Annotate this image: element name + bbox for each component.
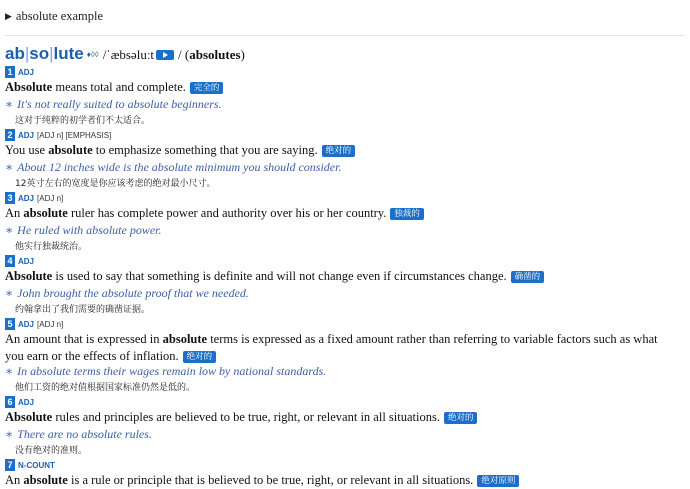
translation-badge: 绝对的 xyxy=(444,412,478,424)
part-of-speech: ADJ xyxy=(18,257,35,266)
example-translation: 这对于纯粹的初学者们不太适合。 xyxy=(15,116,151,126)
translation-badge: 确凿的 xyxy=(511,271,545,283)
definition xyxy=(5,268,675,285)
example-text: In absolute terms their wages remain low by national standards. xyxy=(17,364,327,378)
translation-badge: 独裁的 xyxy=(390,208,424,220)
example-sentence xyxy=(5,223,161,238)
headword-mention: Absolute xyxy=(5,80,53,94)
definition-text: An amount that is expressed in xyxy=(5,332,163,346)
translation-badge: 绝对的 xyxy=(322,145,356,157)
example-bullet-icon: ∗ xyxy=(5,364,14,378)
definition-text: An xyxy=(5,473,24,487)
sense-number: 2 xyxy=(5,129,15,141)
definition-text: You use xyxy=(5,143,49,157)
example-text: It's not really suited to absolute beginners. xyxy=(17,97,222,111)
sense-header xyxy=(5,459,55,471)
definition-text: means total and complete. xyxy=(52,80,186,94)
example-translation: 没有绝对的准则。 xyxy=(15,446,88,456)
definition-text: rules and principles are believed to be true, right, or relevant in all situations. xyxy=(52,410,440,424)
example-translation: 他实行独裁统治。 xyxy=(15,242,88,252)
example-bullet-icon: ∗ xyxy=(5,427,14,441)
headword-mention: Absolute xyxy=(5,410,53,424)
example-sentence xyxy=(5,97,222,112)
part-of-speech: ADJ xyxy=(18,68,35,77)
example-text: There are no absolute rules. xyxy=(17,427,152,441)
sense-number: 5 xyxy=(5,318,15,330)
entry-headline xyxy=(5,44,245,64)
sense-header xyxy=(5,192,63,204)
definition xyxy=(5,409,675,426)
part-of-speech: ADJ xyxy=(18,194,35,203)
part-of-speech: N-COUNT xyxy=(18,461,55,470)
headword-mention: absolute xyxy=(23,206,68,220)
sense-number: 3 xyxy=(5,192,15,204)
definition-text: to emphasize something that you are saying. xyxy=(92,143,318,157)
translation-badge: 绝对原则 xyxy=(477,475,519,487)
definition-text: An xyxy=(5,206,24,220)
example-translation: 约翰拿出了我们需要的确凿证据。 xyxy=(15,305,151,315)
triangle-right-icon: ▶ xyxy=(5,11,12,21)
translation-badge: 完全的 xyxy=(190,82,224,94)
headword-mention: Absolute xyxy=(5,269,53,283)
translation-badge: 绝对的 xyxy=(183,351,217,363)
part-of-speech: ADJ xyxy=(18,320,35,329)
headword-mention: absolute xyxy=(23,473,68,487)
sense-header xyxy=(5,66,34,78)
sense-header xyxy=(5,129,111,141)
example-translation: 他们工资的绝对值根据国家标准仍然是低的。 xyxy=(15,383,196,393)
part-of-speech: ADJ xyxy=(18,131,35,140)
example-toggle[interactable] xyxy=(5,9,103,24)
grammar-note: [ADJ n] xyxy=(37,194,64,203)
sense-number: 6 xyxy=(5,396,15,408)
example-bullet-icon: ∗ xyxy=(5,286,14,300)
example-bullet-icon: ∗ xyxy=(5,97,14,111)
example-bullet-icon: ∗ xyxy=(5,223,14,237)
sense-header xyxy=(5,255,34,267)
definition xyxy=(5,472,675,489)
example-translation: 12英寸左右的宽度是你应该考虑的绝对最小尺寸。 xyxy=(15,179,216,189)
sense-header xyxy=(5,318,63,330)
headword-mention: absolute xyxy=(162,332,208,346)
example-bullet-icon: ∗ xyxy=(5,160,14,174)
part-of-speech: ADJ xyxy=(18,398,35,407)
sense-number: 1 xyxy=(5,66,15,78)
example-sentence xyxy=(5,286,249,301)
example-sentence xyxy=(5,364,326,379)
definition-text: terms is expressed as a fixed amount rather than referring to variable factors such as what you earn or the effects of inflation. xyxy=(5,332,658,363)
example-toggle-label: absolute example xyxy=(15,9,104,23)
example-text: He ruled with absolute power. xyxy=(17,223,162,237)
headword-mention: absolute xyxy=(48,143,93,157)
frequency-stars-icon: ♦◊◊ xyxy=(86,50,99,59)
pronunciation: /ˈæbsəluːt xyxy=(102,47,155,62)
divider xyxy=(5,35,685,36)
example-text: John brought the absolute proof that we needed. xyxy=(17,286,249,300)
definition xyxy=(5,205,675,222)
definition xyxy=(5,79,675,96)
headword: ab|so|lute xyxy=(5,44,84,63)
definition-text: is used to say that something is definite and will not change even if circumstances change. xyxy=(52,269,507,283)
definition xyxy=(5,331,675,365)
audio-play-icon[interactable] xyxy=(156,50,174,60)
example-sentence xyxy=(5,160,341,175)
example-sentence xyxy=(5,427,152,442)
definition xyxy=(5,142,675,159)
sense-number: 4 xyxy=(5,255,15,267)
sense-number: 7 xyxy=(5,459,15,471)
example-text: About 12 inches wide is the absolute minimum you should consider. xyxy=(17,160,342,174)
grammar-note: [ADJ n] xyxy=(37,320,64,329)
definition-text: ruler has complete power and authority over his or her country. xyxy=(67,206,387,220)
definition-text: is a rule or principle that is believed to be true, right, or relevant in all situations. xyxy=(67,473,474,487)
word-forms: / (absolutes) xyxy=(178,47,245,62)
sense-header xyxy=(5,396,34,408)
grammar-note: [ADJ n] [EMPHASIS] xyxy=(37,131,112,140)
